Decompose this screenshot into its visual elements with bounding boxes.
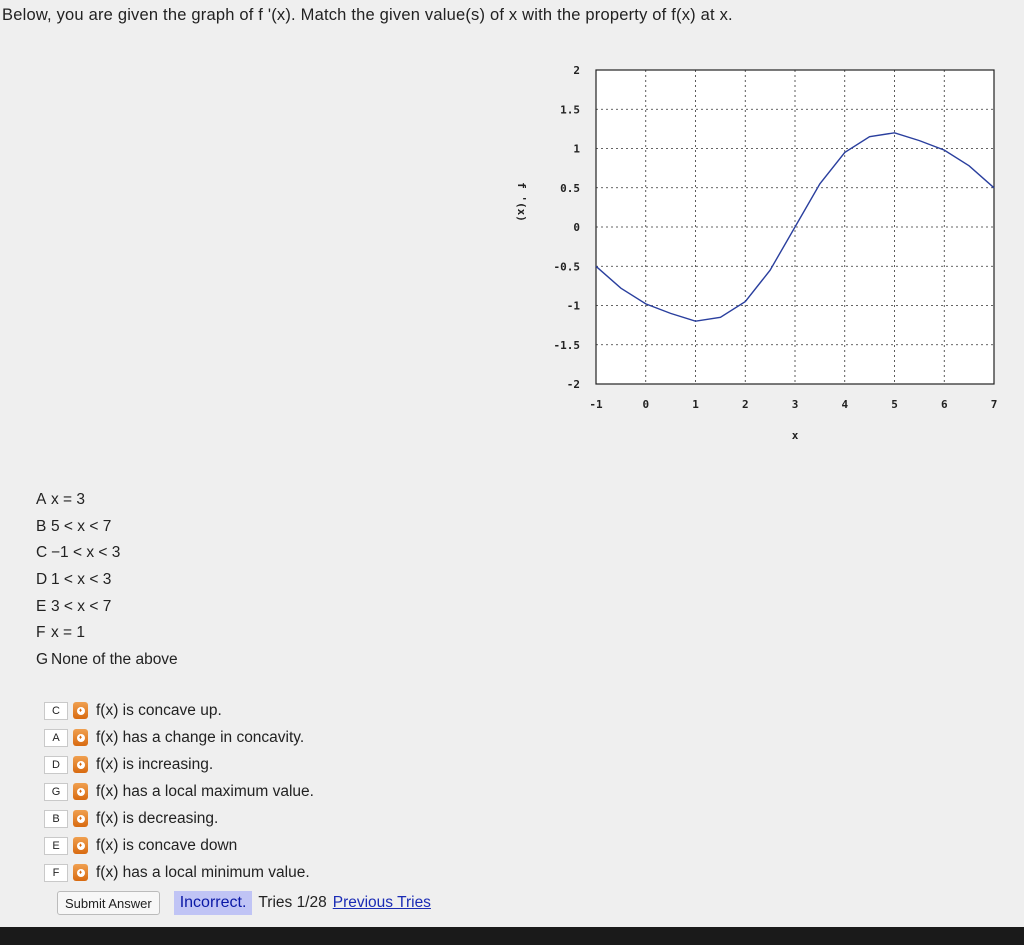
answer-select[interactable]: F xyxy=(44,864,68,882)
option-f xyxy=(36,623,178,650)
x-tick-label: 3 xyxy=(791,398,799,411)
option-key: B xyxy=(36,517,47,535)
option-d xyxy=(36,570,178,597)
previous-tries-link[interactable]: Previous Tries xyxy=(332,894,431,911)
match-row-local-min xyxy=(44,859,314,886)
y-tick-label: 0 xyxy=(573,221,580,234)
select-arrows-icon[interactable]: ♦ xyxy=(73,810,88,827)
screen-bottom-edge xyxy=(0,927,1024,945)
derivative-graph xyxy=(490,50,1010,450)
property-label: f(x) has a local maximum value. xyxy=(96,782,314,800)
property-label: f(x) has a local minimum value. xyxy=(96,863,310,881)
answer-select[interactable]: E xyxy=(44,837,68,855)
option-key: C xyxy=(36,544,48,562)
answer-select[interactable]: A xyxy=(44,729,68,747)
property-label: f(x) is decreasing. xyxy=(96,809,219,827)
option-key: E xyxy=(36,597,47,615)
match-row-decreasing xyxy=(44,805,314,832)
option-key: G xyxy=(36,651,49,669)
option-text: −1 < x < 3 xyxy=(51,544,121,562)
option-text: None of the above xyxy=(51,651,178,669)
x-axis-label: x xyxy=(791,429,799,442)
y-tick-label: -1 xyxy=(566,299,580,313)
option-e xyxy=(36,597,178,624)
option-text: x = 1 xyxy=(51,624,86,642)
status-badge: Incorrect. xyxy=(174,891,253,915)
x-tick-label: 2 xyxy=(741,398,749,411)
property-label: f(x) is concave down xyxy=(96,836,238,854)
x-tick-label: 0 xyxy=(642,398,650,411)
option-text: 1 < x < 3 xyxy=(51,571,112,589)
option-key: F xyxy=(36,624,46,642)
option-text: 3 < x < 7 xyxy=(51,597,112,615)
select-arrows-icon[interactable]: ♦ xyxy=(73,702,88,719)
option-c xyxy=(36,543,178,570)
answer-select[interactable]: G xyxy=(44,783,68,801)
select-arrows-icon[interactable]: ♦ xyxy=(73,783,88,800)
tries-count: Tries 1/28 xyxy=(258,894,327,911)
match-row-increasing xyxy=(44,751,314,778)
submit-answer-button[interactable]: Submit Answer xyxy=(57,891,160,915)
y-tick-label: 0.5 xyxy=(560,181,580,195)
answer-select[interactable]: B xyxy=(44,810,68,828)
options-list xyxy=(36,490,178,677)
x-tick-label: 7 xyxy=(990,398,998,411)
match-row-concavity-change xyxy=(44,724,314,751)
y-tick-label: -0.5 xyxy=(553,260,580,274)
property-label: f(x) has a change in concavity. xyxy=(96,728,305,746)
answer-footer xyxy=(57,891,431,915)
y-tick-label: -1.5 xyxy=(553,338,580,352)
y-tick-label: 2 xyxy=(573,64,580,77)
select-arrows-icon[interactable]: ♦ xyxy=(73,864,88,881)
select-arrows-icon[interactable]: ♦ xyxy=(73,729,88,746)
y-tick-label: -2 xyxy=(566,378,580,391)
option-key: D xyxy=(36,571,48,589)
x-tick-label: 1 xyxy=(692,398,699,411)
select-arrows-icon[interactable]: ♦ xyxy=(73,837,88,854)
y-tick-label: 1 xyxy=(573,142,580,156)
option-g xyxy=(36,650,178,677)
option-text: 5 < x < 7 xyxy=(51,517,112,535)
question-text: Below, you are given the graph of f '(x). Match the given value(s) of x with the property of f(x) at x. xyxy=(2,6,733,24)
select-arrows-icon[interactable]: ♦ xyxy=(73,756,88,773)
property-label: f(x) is concave up. xyxy=(96,701,222,719)
match-row-concave-down xyxy=(44,832,314,859)
y-tick-label: 1.5 xyxy=(560,103,580,117)
option-text: x = 3 xyxy=(51,491,86,508)
x-tick-label: 5 xyxy=(891,398,898,411)
property-label: f(x) is increasing. xyxy=(96,755,214,773)
option-a xyxy=(36,490,178,517)
match-row-local-max xyxy=(44,778,314,805)
x-tick-label: 6 xyxy=(940,398,948,411)
x-tick-label: 4 xyxy=(841,398,849,411)
match-row-concave-up xyxy=(44,697,314,724)
option-b xyxy=(36,517,178,544)
match-list xyxy=(44,697,314,886)
y-axis-label: f '(x) xyxy=(515,182,528,222)
x-tick-label: -1 xyxy=(589,398,603,411)
option-key: A xyxy=(36,491,47,508)
answer-select[interactable]: C xyxy=(44,702,68,720)
answer-select[interactable]: D xyxy=(44,756,68,774)
